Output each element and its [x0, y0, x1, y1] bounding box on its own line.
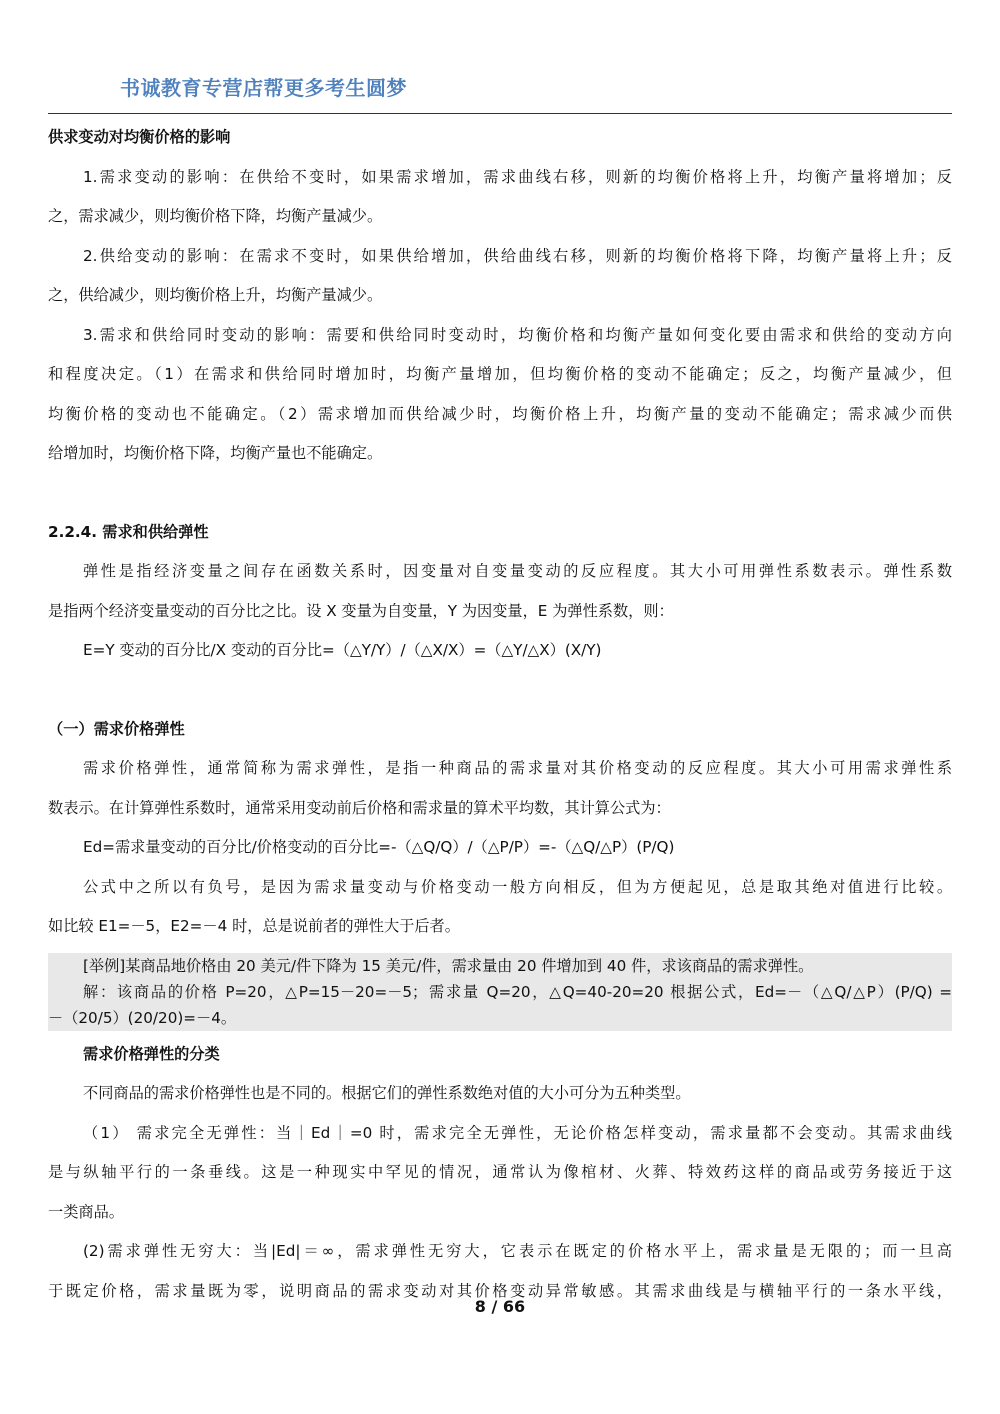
header-rule	[48, 113, 952, 114]
formula-elasticity: E=Y 变动的百分比/X 变动的百分比=（△Y/Y）/（△X/X）=（△Y/△X）(X/Y)	[83, 641, 602, 659]
paragraph: 2.供给变动的影响：在需求不变时，如果供给增加，供给曲线右移，则新的均衡价格将下降，均衡产量将上升；反	[83, 246, 952, 265]
example-block	[48, 953, 952, 1031]
paragraph: （1） 需求完全无弹性：当｜Ed｜=0 时，需求完全无弹性，无论价格怎样变动，需求量都不会变动。其需求曲线	[83, 1123, 952, 1142]
header-title: 书诚教育专营店帮更多考生圆梦	[120, 76, 407, 100]
section-title-elasticity: 2.2.4. 需求和供给弹性	[48, 522, 209, 541]
paragraph: 一类商品。	[48, 1202, 124, 1221]
paragraph: 之，供给减少，则均衡价格上升，均衡产量减少。	[48, 286, 383, 304]
formula-demand-elasticity: Ed=需求量变动的百分比/价格变动的百分比=-（△Q/Q）/（△P/P）=-（△Q/△P）(P/Q)	[83, 838, 675, 856]
paragraph: 弹性是指经济变量之间存在函数关系时，因变量对自变量变动的反应程度。其大小可用弹性系数表示。弹性系数	[83, 562, 952, 580]
paragraph: 如比较 E1=－5，E2=－4 时，总是说前者的弹性大于后者。	[48, 917, 460, 935]
paragraph: 于既定价格，需求量既为零，说明商品的需求变动对其价格变动异常敏感。其需求曲线是与横轴平行的一条水平线，	[48, 1281, 952, 1300]
document-body	[48, 118, 952, 1311]
paragraph: (2)需求弹性无穷大：当|Ed|＝∞，需求弹性无穷大，它表示在既定的价格水平上，需求量是无限的；而一旦高	[83, 1242, 952, 1260]
section-title-classification: 需求价格弹性的分类	[83, 1044, 220, 1063]
paragraph: 和程度决定。（1）在需求和供给同时增加时，均衡产量增加，但均衡价格的变动不能确定；反之，均衡产量减少，但	[48, 365, 952, 383]
example-solution: 解：该商品的价格 P=20，△P=15－20=－5；需求量 Q=20，△Q=40-20=20 根据公式，Ed=－（△Q/△P）(P/Q) =	[48, 979, 952, 1005]
paragraph: 不同商品的需求价格弹性也是不同的。根据它们的弹性系数绝对值的大小可分为五种类型。	[83, 1084, 691, 1102]
section-title-price-change: 供求变动对均衡价格的影响	[48, 128, 231, 146]
paragraph: 3.需求和供给同时变动的影响：需要和供给同时变动时，均衡价格和均衡产量如何变化要由需求和供给的变动方向	[83, 325, 952, 344]
paragraph: 是指两个经济变量变动的百分比之比。设 X 变量为自变量，Y 为因变量，E 为弹性系数，则：	[48, 601, 674, 620]
paragraph: 公式中之所以有负号，是因为需求量变动与价格变动一般方向相反，但为方便起见，总是取其绝对值进行比较。	[83, 877, 952, 896]
paragraph: 1.需求变动的影响：在供给不变时，如果需求增加，需求曲线右移，则新的均衡价格将上升，均衡产量将增加；反	[83, 167, 952, 186]
section-title-demand-price-elasticity: （一）需求价格弹性	[48, 719, 185, 738]
example-question: [举例]某商品地价格由 20 美元/件下降为 15 美元/件，需求量由 20 件增加到 40 件，求该商品的需求弹性。	[48, 953, 952, 979]
paragraph: 均衡价格的变动也不能确定。（2）需求增加而供给减少时，均衡价格上升，均衡产量的变动不能确定；需求减少而供	[48, 404, 952, 423]
page-number: 8 / 66	[474, 1297, 526, 1316]
paragraph: 需求价格弹性，通常简称为需求弹性，是指一种商品的需求量对其价格变动的反应程度。其大小可用需求弹性系	[83, 759, 952, 777]
paragraph: 是与纵轴平行的一条垂线。这是一种现实中罕见的情况，通常认为像棺材、火葬、特效药这样的商品或劳务接近于这	[48, 1163, 952, 1181]
paragraph: 之，需求减少，则均衡价格下降，均衡产量减少。	[48, 207, 383, 225]
paragraph: 数表示。在计算弹性系数时，通常采用变动前后价格和需求量的算术平均数，其计算公式为：	[48, 798, 671, 817]
paragraph: 给增加时，均衡价格下降，均衡产量也不能确定。	[48, 444, 383, 462]
example-solution-end: －（20/5）(20/20)=－4。	[48, 1005, 952, 1031]
